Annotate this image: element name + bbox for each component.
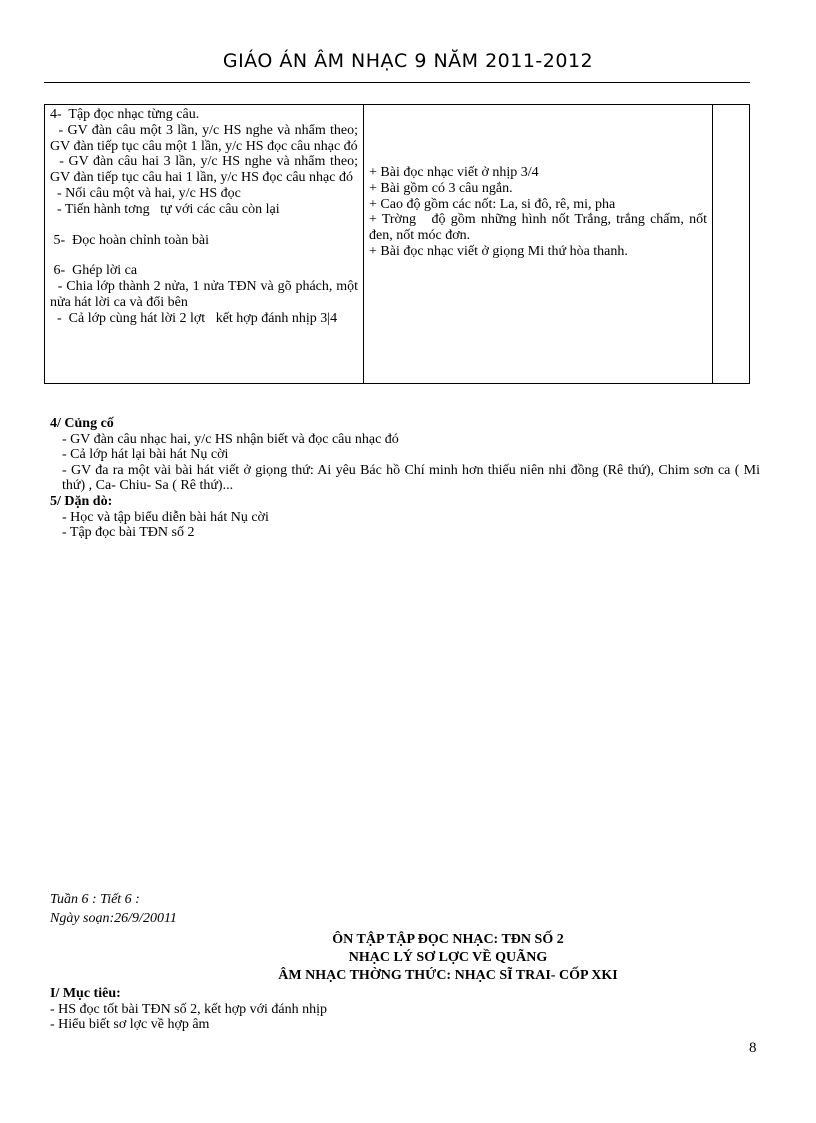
- prep-date: Ngày soạn:26/9/20011: [50, 911, 177, 926]
- student-activity-line: + Bài gồm có 3 câu ngắn.: [369, 180, 513, 196]
- notes-cell: [713, 105, 750, 384]
- teacher-activity-line: - Cả lớp cùng hát lời 2 lợt kết hợp đánh nhịp 3|4: [50, 310, 338, 326]
- student-activities-cell: [364, 105, 713, 384]
- week-label: Tuần 6 : Tiết 6 :: [50, 892, 140, 907]
- student-activity-line: + Bài đọc nhạc viết ở nhịp 3/4: [369, 165, 539, 180]
- teacher-activity-line: [50, 248, 358, 263]
- page-header: GIÁO ÁN ÂM NHẠC 9 NĂM 2011-2012: [222, 50, 594, 72]
- consolidation-item: - GV đa ra một vài bài hát viết ở giọng thứ: Ai yêu Bác hồ Chí minh hơn thiếu niên nhi đồng (Rê thứ), Chim sơn ca ( Mi thứ) , Ca- Chiu- Sa ( Rê thứ)...: [62, 462, 760, 494]
- teacher-activity-line: - Tiến hành tơng tự với các câu còn lại: [50, 201, 280, 217]
- teacher-activity-line: 5- Đọc hoàn chỉnh toàn bài: [50, 232, 210, 248]
- teacher-activity-line: - Chia lớp thành 2 nửa, 1 nửa TĐN và gõ phách, một nửa hát lời ca và đổi bên: [50, 279, 362, 310]
- header-rule: [44, 82, 750, 83]
- goal-item: - Hiểu biết sơ lợc về hợp âm: [50, 1017, 210, 1033]
- teacher-activity-line: - Nối câu một và hai, y/c HS đọc: [50, 185, 241, 201]
- lesson-title-2: NHẠC LÝ SƠ LỢC VỀ QUÃNG: [348, 950, 548, 965]
- goals-section: [50, 986, 760, 1033]
- goals-heading: I/ Mục tiêu:: [50, 986, 121, 1001]
- lesson-activity-table: [44, 104, 750, 384]
- teacher-activity-line: - GV đàn câu hai 3 lần, y/c HS nghe và nhẩm theo; GV đàn tiếp tục câu hai 1 lần, y/c HS đọc câu nhạc đó: [50, 154, 362, 186]
- teacher-activity-line: [50, 218, 358, 233]
- consolidation-heading: 4/ Củng cố: [50, 416, 114, 431]
- lesson-title-1: ÔN TẬP TẬP ĐỌC NHẠC: TĐN SỐ 2: [332, 932, 564, 947]
- student-activity-line: + Cao độ gồm các nốt: La, si đô, rê, mi, pha: [369, 196, 616, 212]
- teacher-activity-line: - GV đàn câu một 3 lần, y/c HS nghe và nhẩm theo; GV đàn tiếp tục câu một 1 lần, y/c HS đọc câu nhạc đó: [50, 122, 362, 154]
- consolidation-item: - GV đàn câu nhạc hai, y/c HS nhận biết và đọc câu nhạc đó: [62, 431, 399, 447]
- lesson-title-3: ÂM NHẠC THỜNG THỨC: NHẠC SĨ TRAI- CỐP XKI: [278, 968, 618, 983]
- consolidation-section: [50, 416, 760, 541]
- student-activity-line: + Bài đọc nhạc viết ở giọng Mi thứ hòa thanh.: [369, 243, 628, 259]
- teacher-activities-cell: [45, 105, 364, 384]
- student-activity-line: + Trờng độ gồm những hình nốt Trắng, trắng chấm, nốt đen, nốt móc đơn.: [369, 212, 711, 244]
- goal-item: - HS đọc tốt bài TĐN số 2, kết hợp với đánh nhịp: [50, 1001, 328, 1017]
- homework-item: - Tập đọc bài TĐN số 2: [62, 525, 195, 541]
- teacher-activity-line: 4- Tập đọc nhạc từng câu.: [50, 107, 200, 122]
- homework-heading: 5/ Dặn dò:: [50, 493, 113, 509]
- homework-item: - Học và tập biểu diễn bài hát Nụ cời: [62, 509, 269, 525]
- consolidation-item: - Cả lớp hát lại bài hát Nụ cời: [62, 447, 229, 463]
- teacher-activity-line: 6- Ghép lời ca: [50, 263, 138, 279]
- page-number: 8: [749, 1040, 757, 1056]
